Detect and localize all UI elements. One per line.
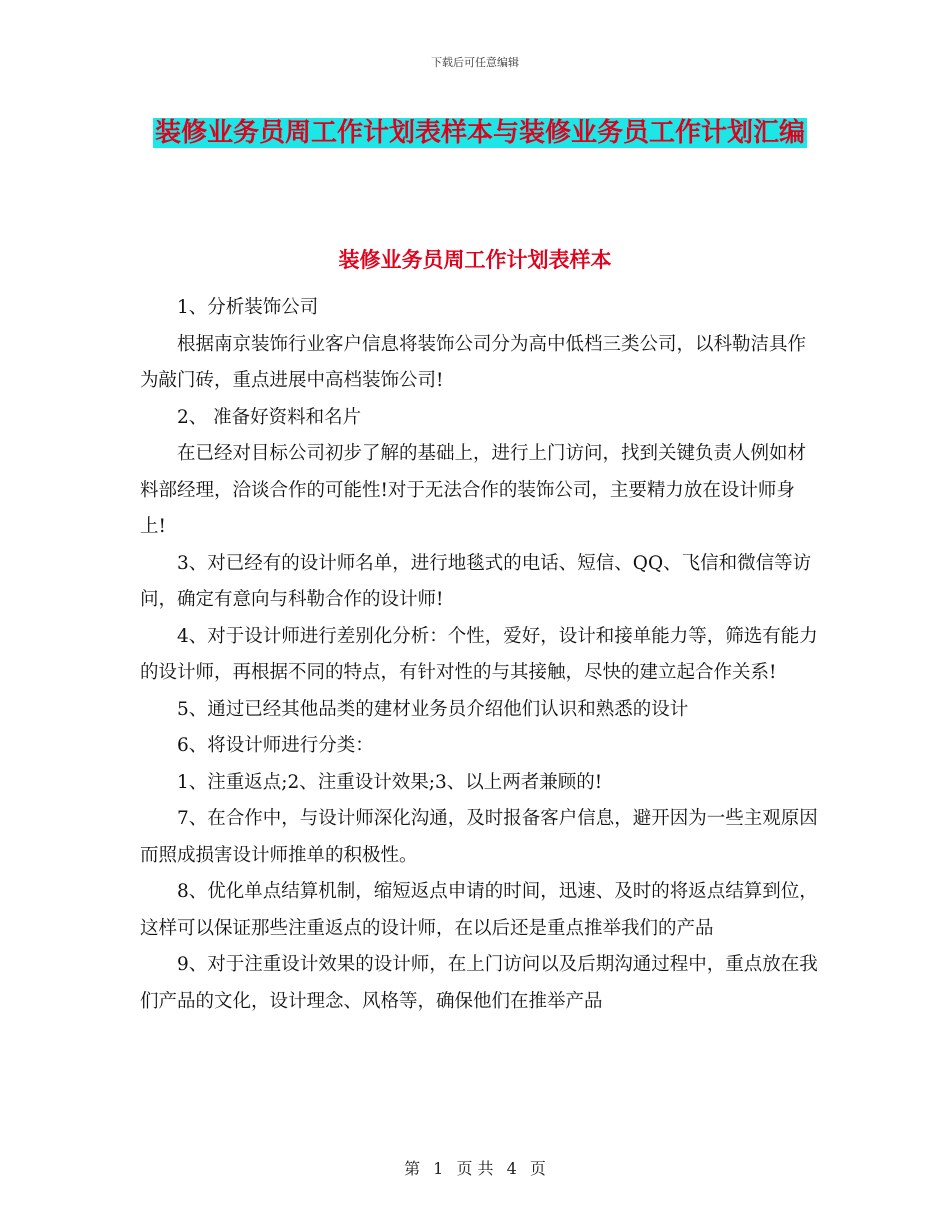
- paragraph: 2、 准备好资料和名片: [177, 406, 362, 428]
- paragraph: 在已经对目标公司初步了解的基础上，进行上门访问，找到关键负责人例如材料部经理，洽谈合作的可能性!对于无法合作的装饰公司，主要精力放在设计师身上!: [140, 443, 807, 537]
- paragraph: 3、对已经有的设计师名单，进行地毯式的电话、短信、QQ、飞信和微信等访问，确定有意向与科勒合作的设计师!: [140, 552, 812, 610]
- footer-middle: 页 共: [456, 1159, 494, 1178]
- document-body: [140, 290, 820, 1020]
- paragraph: 1、注重返点;2、注重设计效果;3、以上两者兼顾的!: [177, 771, 603, 793]
- page-footer: [0, 1156, 950, 1179]
- header-note: 下载后可任意编辑: [431, 56, 519, 69]
- paragraph: 7、在合作中，与设计师深化沟通，及时报备客户信息，避开因为一些主观原因而照成损害设计师推单的积极性。: [140, 808, 818, 866]
- footer-prefix: 第: [404, 1159, 421, 1178]
- footer-suffix: 页: [529, 1159, 546, 1178]
- paragraph: 根据南京装饰行业客户信息将装饰公司分为高中低档三类公司，以科勒洁具作为敲门砖，重点进展中高档装饰公司!: [140, 333, 807, 391]
- section-title: 装修业务员周工作计划表样本: [338, 248, 612, 272]
- document-title-text: 装修业务员周工作计划表样本与装修业务员工作计划汇编: [154, 118, 805, 148]
- footer-page-number: 1: [433, 1159, 444, 1178]
- footer-total-pages: 4: [506, 1159, 517, 1178]
- paragraph: 1、分析装饰公司: [177, 297, 319, 318]
- paragraph: 6、将设计师进行分类：: [177, 735, 374, 756]
- paragraph: 4、对于设计师进行差别化分析：个性，爱好，设计和接单能力等，筛选有能力的设计师，再根据不同的特点，有针对性的与其接触，尽快的建立起合作关系!: [140, 625, 818, 683]
- paragraph: 5、通过已经其他品类的建材业务员介绍他们认识和熟悉的设计: [177, 698, 689, 720]
- paragraph: 8、优化单点结算机制，缩短返点申请的时间，迅速、及时的将返点结算到位，这样可以保证那些注重返点的设计师，在以后还是重点推举我们的产品: [140, 881, 818, 939]
- document-title: [140, 108, 820, 158]
- paragraph: 9、对于注重设计效果的设计师，在上门访问以及后期沟通过程中，重点放在我们产品的文化，设计理念、风格等，确保他们在推举产品: [140, 954, 818, 1012]
